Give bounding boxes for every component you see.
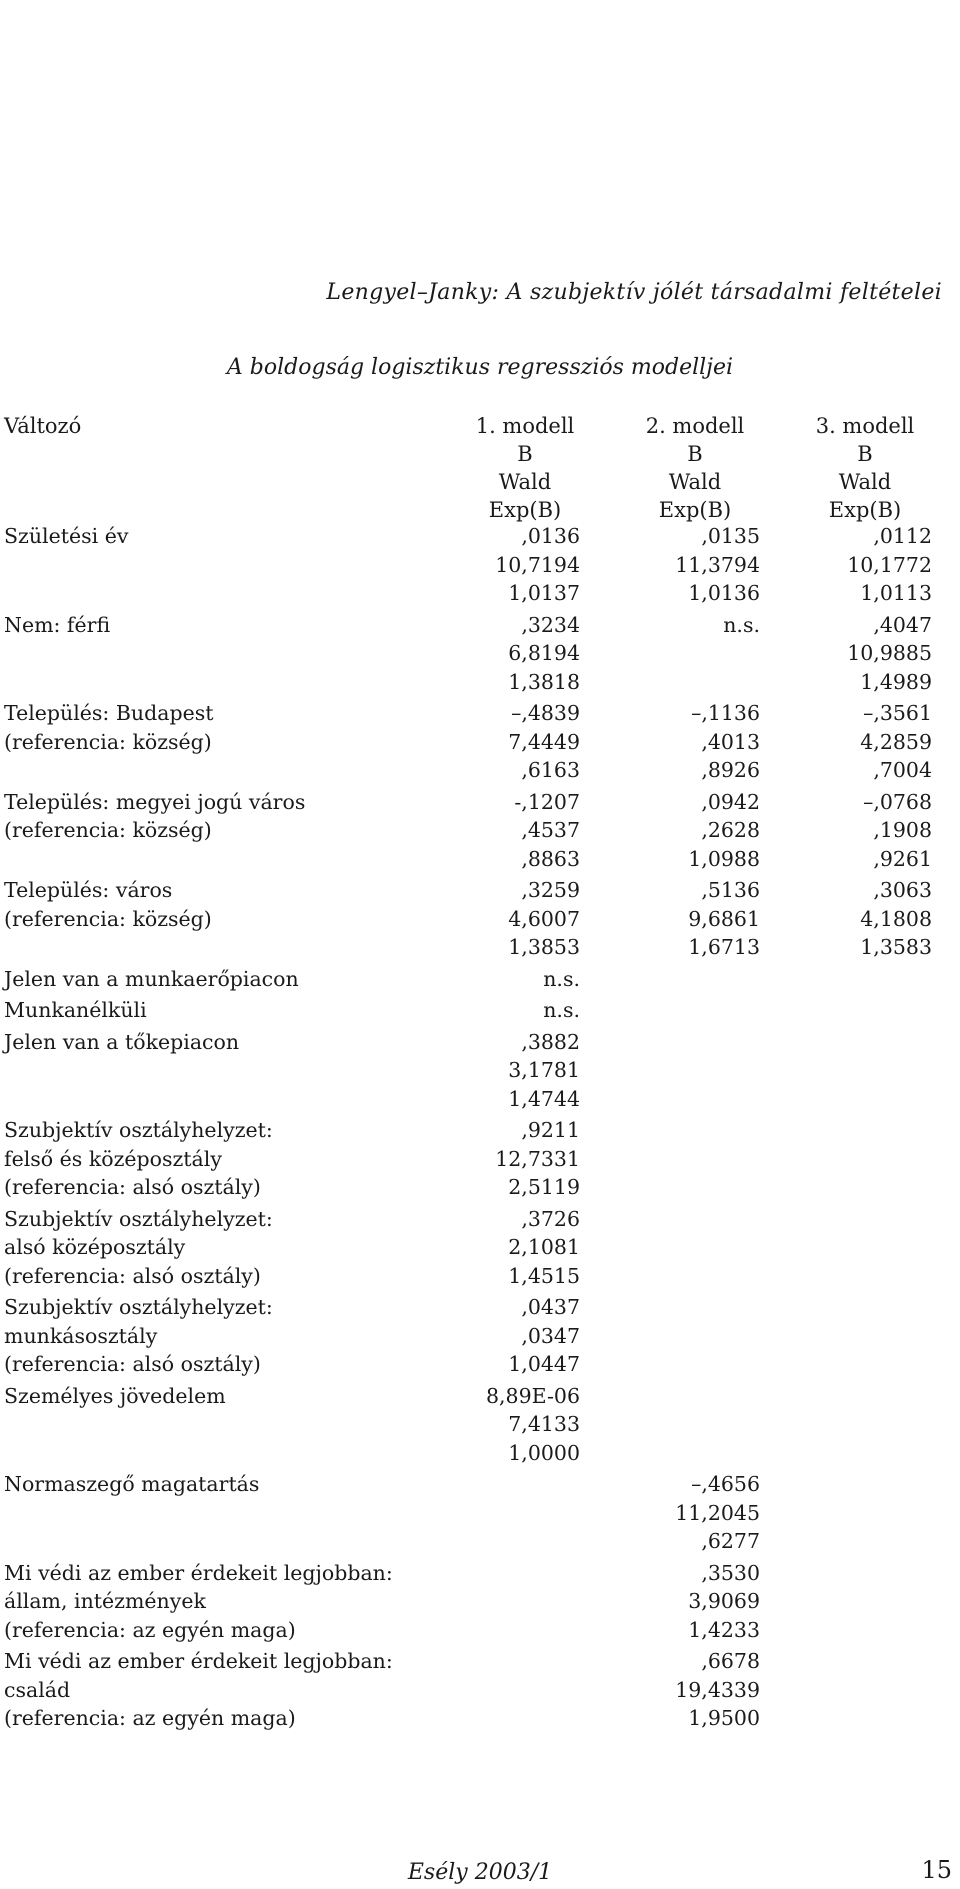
coefficient-value: 1,0137 <box>508 581 580 605</box>
model-3-values <box>780 1205 950 1291</box>
table-row <box>0 1293 960 1379</box>
label-line: Születési év <box>4 524 129 548</box>
model-name: 3. modell <box>815 414 915 438</box>
coefficient-value: n.s. <box>723 612 760 637</box>
model-1-values <box>440 1205 610 1291</box>
variable-label <box>0 1647 440 1733</box>
coefficient-value: ,2628 <box>701 818 760 842</box>
coefficient-value: 3,1781 <box>508 1058 580 1082</box>
variable-label <box>0 1205 440 1291</box>
model-1-values <box>440 1116 610 1202</box>
table-row <box>0 1205 960 1291</box>
coefficient-value: ,3259 <box>521 878 580 902</box>
coefficient-value: 1,0113 <box>860 581 932 605</box>
coefficient-value: 1,4989 <box>860 669 932 694</box>
label-line: Nem: férfi <box>4 612 111 637</box>
coefficient-value: ,3234 <box>521 612 580 637</box>
coefficient-value: 10,9885 <box>847 641 932 665</box>
variable-label <box>0 1116 440 1202</box>
variable-label <box>0 1470 440 1556</box>
label-line: Normaszegő magatartás <box>4 1472 260 1496</box>
table-row <box>0 699 960 785</box>
label-line: (referencia: az egyén maga) <box>4 1706 296 1730</box>
label-line: Munkanélküli <box>4 998 147 1022</box>
model-1-values <box>440 1559 610 1645</box>
label-line: Szubjektív osztályhelyzet: <box>4 1295 273 1319</box>
model-3-values <box>780 965 950 994</box>
label-line: Település: Budapest <box>4 701 214 725</box>
model-2-values <box>610 965 780 994</box>
label-line: felső és középosztály <box>4 1146 222 1171</box>
label-line: Személyes jövedelem <box>4 1383 226 1408</box>
variable-label <box>0 1293 440 1379</box>
coefficient-value: n.s. <box>543 998 580 1022</box>
table-row <box>0 965 960 994</box>
coefficient-value: 12,7331 <box>495 1146 580 1171</box>
coefficient-value: ,6277 <box>701 1529 760 1553</box>
coefficient-value: 1,3818 <box>508 669 580 694</box>
stat-label: Exp(B) <box>828 498 902 522</box>
coefficient-value: ,8863 <box>521 846 580 871</box>
coefficient-value: 7,4133 <box>508 1412 580 1436</box>
table-row <box>0 1382 960 1468</box>
coefficient-value: 1,3583 <box>860 935 932 959</box>
page-number: 15 <box>921 1856 952 1884</box>
stat-label: B <box>687 442 703 466</box>
label-line: Jelen van a munkaerőpiacon <box>4 966 299 991</box>
coefficient-value: ,3063 <box>873 878 932 902</box>
coefficient-value: 1,0988 <box>688 846 760 871</box>
model-3-values <box>780 1293 950 1379</box>
coefficient-value: ,6678 <box>701 1649 760 1673</box>
model-name: 1. modell <box>475 414 575 438</box>
label-line: Mi védi az ember érdekeit legjobban: <box>4 1649 393 1673</box>
coefficient-value: ,0136 <box>521 524 580 548</box>
table-row <box>0 996 960 1025</box>
table-row <box>0 1559 960 1645</box>
table-header <box>0 412 960 522</box>
coefficient-value: ,9261 <box>873 846 932 871</box>
variable-label <box>0 611 440 697</box>
label-line: (referencia: község) <box>4 906 212 931</box>
model-2-values <box>610 1647 780 1733</box>
model-2-values <box>610 1205 780 1291</box>
table-row <box>0 1647 960 1733</box>
label-line: állam, intézmények <box>4 1589 206 1613</box>
coefficient-value: 1,6713 <box>688 935 760 959</box>
model-3-values <box>780 522 950 608</box>
model-2-values <box>610 1028 780 1114</box>
label-line: Mi védi az ember érdekeit legjobban: <box>4 1560 393 1585</box>
table-row <box>0 1116 960 1202</box>
model-3-values <box>780 611 950 697</box>
label-line: Szubjektív osztályhelyzet: <box>4 1118 273 1142</box>
coefficient-value: 1,4233 <box>688 1617 760 1642</box>
model-1-values <box>440 1293 610 1379</box>
stat-label: Exp(B) <box>658 498 732 522</box>
coefficient-value: –,4839 <box>511 701 580 725</box>
model-2-values <box>610 1382 780 1468</box>
coefficient-value: 11,3794 <box>675 552 760 577</box>
model-3-values <box>780 1559 950 1645</box>
variable-label <box>0 1559 440 1645</box>
table-row <box>0 1028 960 1114</box>
coefficient-value: ,7004 <box>873 758 932 782</box>
variable-label <box>0 876 440 962</box>
coefficient-value: 1,0447 <box>508 1352 580 1376</box>
coefficient-value: ,5136 <box>701 878 760 902</box>
label-line: Település: megyei jogú város <box>4 789 306 814</box>
model-3-values <box>780 699 950 785</box>
model-3-values <box>780 788 950 874</box>
model-2-values <box>610 1559 780 1645</box>
coefficient-value: ,4537 <box>521 818 580 842</box>
model-2-values <box>610 611 780 697</box>
table-row <box>0 788 960 874</box>
table-row <box>0 522 960 608</box>
model-1-values <box>440 965 610 994</box>
coefficient-value: ,0135 <box>701 524 760 548</box>
coefficient-value: 7,4449 <box>508 729 580 754</box>
coefficient-value: 4,1808 <box>860 906 932 931</box>
coefficient-value: ,0942 <box>701 789 760 814</box>
model-2-values <box>610 522 780 608</box>
coefficient-value: ,0347 <box>521 1323 580 1348</box>
label-line: Szubjektív osztályhelyzet: <box>4 1206 273 1231</box>
variable-label <box>0 1382 440 1468</box>
coefficient-value: 10,7194 <box>495 552 580 577</box>
model-2-values <box>610 1293 780 1379</box>
regression-table <box>0 412 960 1736</box>
label-line: (referencia: az egyén maga) <box>4 1617 296 1642</box>
model-3-values <box>780 1382 950 1468</box>
coefficient-value: 1,4744 <box>508 1086 580 1111</box>
label-line: Település: város <box>4 878 173 902</box>
model-1-values <box>440 1647 610 1733</box>
model-2-values <box>610 1470 780 1556</box>
coefficient-value: -,1207 <box>514 789 580 814</box>
model-1-values <box>440 876 610 962</box>
coefficient-value: 1,0000 <box>508 1440 580 1465</box>
coefficient-value: 11,2045 <box>675 1500 760 1525</box>
model-2-values <box>610 699 780 785</box>
footer-journal: Esély 2003/1 <box>407 1860 553 1885</box>
label-line: (referencia: alsó osztály) <box>4 1352 261 1376</box>
coefficient-value: 1,9500 <box>688 1706 760 1730</box>
coefficient-value: ,4047 <box>873 612 932 637</box>
coefficient-value: ,3882 <box>521 1029 580 1054</box>
coefficient-value: 8,89E-06 <box>485 1383 580 1408</box>
model-3-values <box>780 1028 950 1114</box>
coefficient-value: 4,6007 <box>508 906 580 931</box>
model-name: 2. modell <box>645 414 745 438</box>
model-1-values <box>440 996 610 1025</box>
label-line: (referencia: község) <box>4 818 212 842</box>
variable-label <box>0 965 440 994</box>
label-line: család <box>4 1677 71 1702</box>
label-line: (referencia: alsó osztály) <box>4 1175 261 1199</box>
label-line: munkásosztály <box>4 1323 158 1348</box>
stat-label: Exp(B) <box>488 498 562 522</box>
model-1-values <box>440 1470 610 1556</box>
coefficient-value: –,0768 <box>863 789 932 814</box>
coefficient-value: –,1136 <box>691 701 760 725</box>
coefficient-value: ,4013 <box>701 729 760 754</box>
model-3-values <box>780 876 950 962</box>
coefficient-value: ,3726 <box>521 1206 580 1231</box>
label-line: Jelen van a tőkepiacon <box>4 1029 240 1054</box>
coefficient-value: 3,9069 <box>688 1589 760 1613</box>
variable-label <box>0 1028 440 1114</box>
model-1-values <box>440 1028 610 1114</box>
table-row <box>0 611 960 697</box>
model-3-values <box>780 996 950 1025</box>
variable-header: Változó <box>4 414 82 438</box>
model-2-header <box>610 412 780 522</box>
model-3-header <box>780 412 950 522</box>
model-3-values <box>780 1470 950 1556</box>
coefficient-value: –,3561 <box>863 701 932 725</box>
variable-label <box>0 788 440 874</box>
coefficient-value: 1,4515 <box>508 1263 580 1288</box>
coefficient-value: 9,6861 <box>688 906 760 931</box>
coefficient-value: ,9211 <box>521 1118 580 1142</box>
model-1-values <box>440 699 610 785</box>
stat-label: Wald <box>498 470 552 494</box>
coefficient-value: ,1908 <box>873 818 932 842</box>
label-line: (referencia: község) <box>4 729 212 754</box>
model-3-values <box>780 1647 950 1733</box>
model-1-header <box>440 412 610 522</box>
model-1-values <box>440 522 610 608</box>
model-1-values <box>440 611 610 697</box>
table-title: A boldogság logisztikus regressziós modelljei <box>226 355 734 380</box>
label-line: alsó középosztály <box>4 1235 186 1259</box>
coefficient-value: ,0112 <box>873 524 932 548</box>
stat-label: B <box>857 442 873 466</box>
model-1-values <box>440 1382 610 1468</box>
model-2-values <box>610 788 780 874</box>
variable-label <box>0 522 440 608</box>
coefficient-value: 2,5119 <box>508 1175 580 1199</box>
coefficient-value: n.s. <box>543 966 580 991</box>
coefficient-value: ,0437 <box>521 1295 580 1319</box>
stat-label: Wald <box>668 470 722 494</box>
coefficient-value: ,3530 <box>701 1560 760 1585</box>
stat-label: Wald <box>838 470 892 494</box>
coefficient-value: 10,1772 <box>847 552 932 577</box>
coefficient-value: ,6163 <box>521 758 580 782</box>
table-body <box>0 522 960 1733</box>
coefficient-value: 6,8194 <box>508 641 580 665</box>
table-row <box>0 876 960 962</box>
stat-label: B <box>517 442 533 466</box>
model-3-values <box>780 1116 950 1202</box>
model-2-values <box>610 876 780 962</box>
coefficient-value: 4,2859 <box>860 729 932 754</box>
coefficient-value: ,8926 <box>701 758 760 782</box>
running-head: Lengyel–Janky: A szubjektív jólét társadalmi feltételei <box>326 280 942 305</box>
model-1-values <box>440 788 610 874</box>
label-line: (referencia: alsó osztály) <box>4 1263 261 1288</box>
coefficient-value: 1,0136 <box>688 581 760 605</box>
model-2-values <box>610 996 780 1025</box>
coefficient-value: 19,4339 <box>675 1677 760 1702</box>
variable-label <box>0 699 440 785</box>
coefficient-value: –,4656 <box>691 1472 760 1496</box>
coefficient-value: 1,3853 <box>508 935 580 959</box>
model-2-values <box>610 1116 780 1202</box>
coefficient-value: 2,1081 <box>508 1235 580 1259</box>
variable-label <box>0 996 440 1025</box>
table-row <box>0 1470 960 1556</box>
